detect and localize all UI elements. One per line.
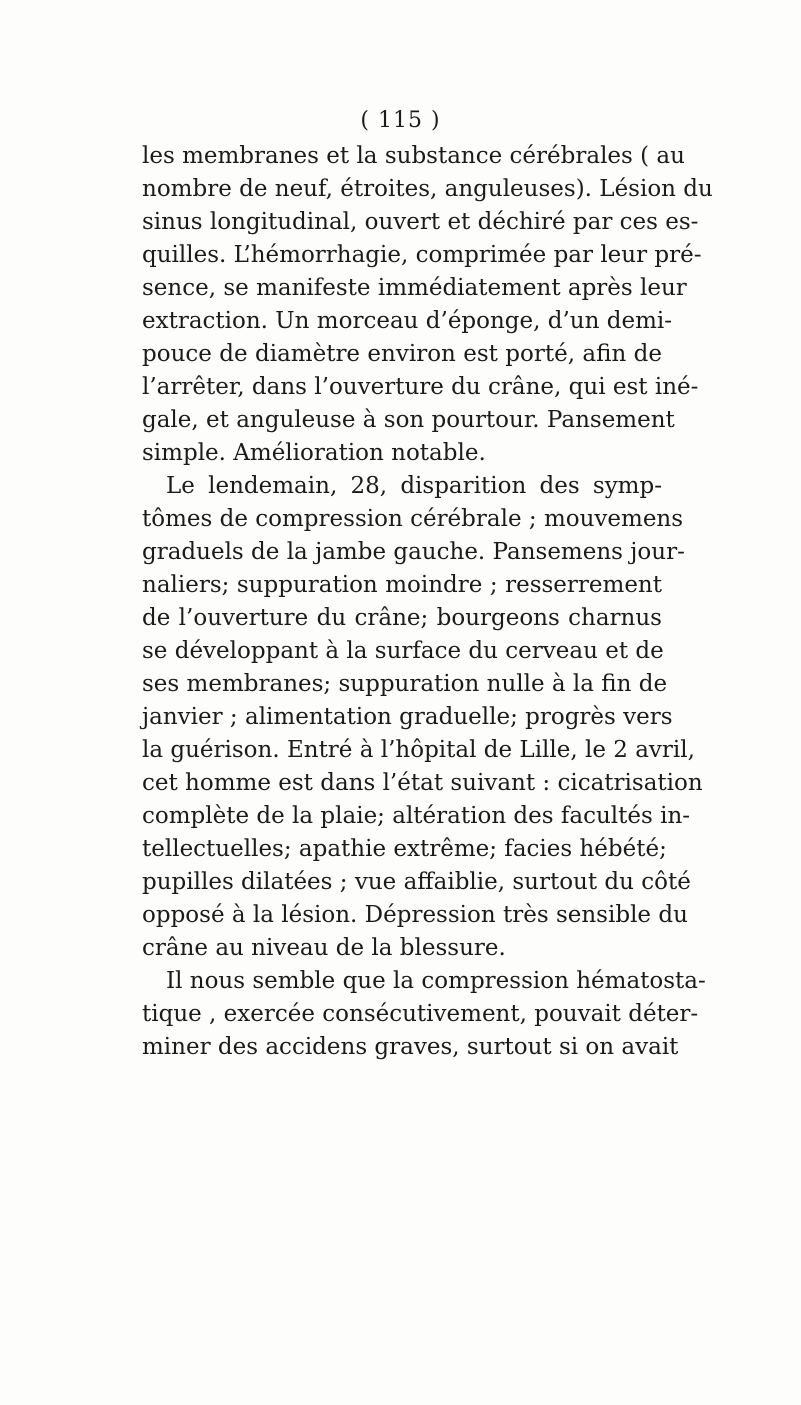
text-line: Il nous semble que la compression hématosta- [166,968,706,994]
text-line: simple. Amélioration notable. [142,440,486,466]
text-line: tellectuelles; apathie extrême; facies hébété; [142,836,667,862]
text-line: gale, et anguleuse à son pourtour. Pansement [142,407,675,433]
text-line: de l’ouverture du crâne; bourgeons charnus [142,605,662,631]
text-line: graduels de la jambe gauche. Pansemens jour- [142,539,685,565]
text-line: se développant à la surface du cerveau et de [142,638,664,664]
text-line: quilles. L’hémorrhagie, comprimée par leur pré- [142,242,702,268]
text-line: pouce de diamètre environ est porté, afin de [142,341,662,367]
text-line: opposé à la lésion. Dépression très sensible du [142,902,688,928]
text-line: janvier ; alimentation graduelle; progrès vers [142,704,673,730]
text-line: nombre de neuf, étroites, anguleuses). Lésion du [142,176,713,202]
text-line: naliers; suppuration moindre ; resserrement [142,572,662,598]
text-line: extraction. Un morceau d’éponge, d’un demi- [142,308,673,334]
text-line: Le lendemain, 28, disparition des symp- [166,473,662,499]
text-line: tômes de compression cérébrale ; mouvemens [142,506,684,532]
text-line: sence, se manifeste immédiatement après leur [142,275,687,301]
text-line: l’arrêter, dans l’ouverture du crâne, qui est iné- [142,374,699,400]
text-line: crâne au niveau de la blessure. [142,935,506,961]
page-number: ( 115 ) [360,108,441,133]
text-line: cet homme est dans l’état suivant : cicatrisation [142,770,703,796]
text-line: la guérison. Entré à l’hôpital de Lille, le 2 avril, [142,737,695,763]
text-line: complète de la plaie; altération des facultés in- [142,803,691,829]
text-line: pupilles dilatées ; vue affaiblie, surtout du côté [142,869,691,895]
text-line: tique , exercée consécutivement, pouvait déter- [142,1001,699,1027]
text-line: miner des accidens graves, surtout si on avait [142,1034,679,1060]
text-line: les membranes et la substance cérébrales ( au [142,143,685,169]
body-text [142,140,713,1064]
text-line: ses membranes; suppuration nulle à la fin de [142,671,668,697]
text-line: sinus longitudinal, ouvert et déchiré par ces es- [142,209,699,235]
